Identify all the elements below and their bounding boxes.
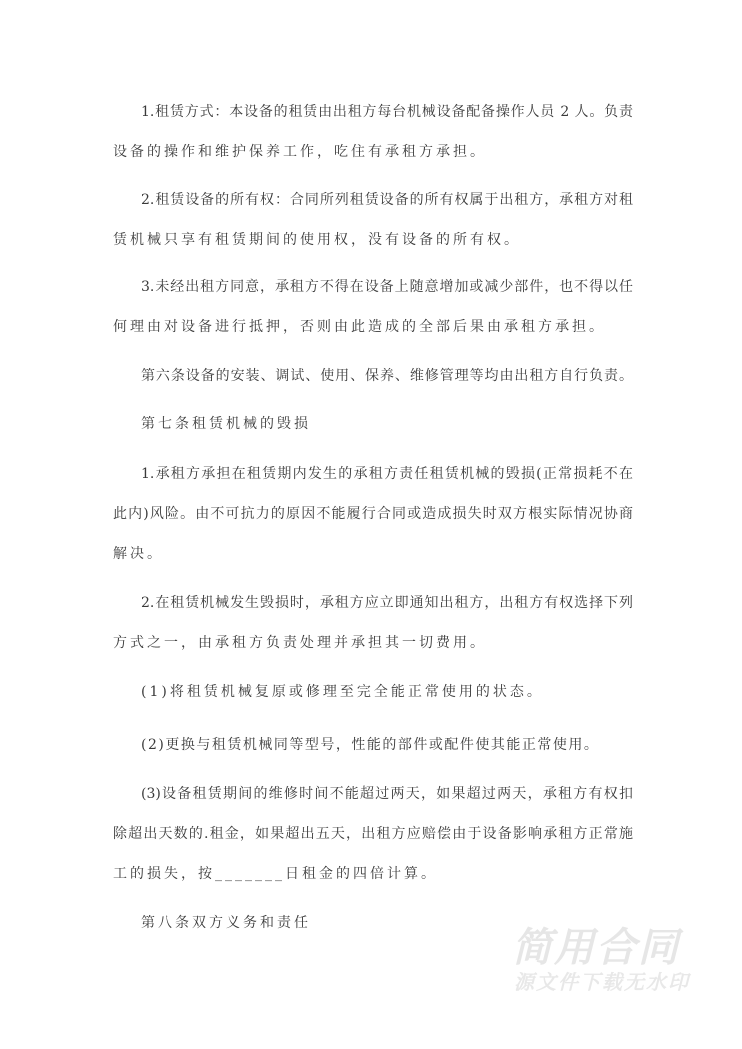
paragraph-line: (2)更换与租赁机械同等型号，性能的部件或配件使其能正常使用。: [141, 737, 600, 753]
paragraph-line: 1.承租方承担在租赁期内发生的承租方责任租赁机械的毁损(正常损耗不在: [141, 466, 633, 482]
paragraph-line: 此内)风险。由不可抗力的原因不能履行合同或造成损失时双方根实际情况协商: [113, 506, 633, 522]
paragraph-line: 1.租赁方式：本设备的租赁由出租方每台机械设备配备操作人员 2 人。负责: [141, 104, 633, 120]
paragraph-line: 除超出天数的.租金，如果超出五天，出租方应赔偿由于设备影响承租方正常施: [113, 826, 633, 842]
paragraph-line: 何理由对设备进行抵押，否则由此造成的全部后果由承租方承担。: [113, 319, 606, 335]
paragraph-line: (1)将租赁机械复原或修理至完全能正常使用的状态。: [141, 684, 544, 700]
paragraph-line: 2.在租赁机械发生毁损时，承租方应立即通知出租方，出租方有权选择下列: [141, 595, 633, 611]
paragraph-line: 设备的操作和维护保养工作，吃住有承租方承担。: [113, 144, 487, 160]
paragraph-line: 工的损失，按_______日租金的四倍计算。: [113, 866, 438, 882]
paragraph-line: 2.租赁设备的所有权：合同所列租赁设备的所有权属于出租方，承租方对租: [141, 192, 633, 208]
paragraph-line: 赁机械只享有租赁期间的使用权，没有设备的所有权。: [113, 232, 521, 248]
paragraph-line: 方式之一，由承租方负责处理并承担其一切费用。: [113, 635, 487, 651]
article-heading: 第八条双方义务和责任: [141, 915, 311, 931]
article-heading: 第六条设备的安装、调试、使用、保养、维修管理等均由出租方自行负责。: [141, 368, 633, 384]
article-heading: 第七条租赁机械的毁损: [141, 416, 311, 432]
watermark-tagline: 源文件下载无水印: [514, 970, 690, 994]
paragraph-line: (3)设备租赁期间的维修时间不能超过两天，如果超过两天，承租方有权扣: [141, 786, 633, 802]
watermark-logo: 简用合同: [512, 925, 680, 971]
paragraph-line: 3.未经出租方同意，承租方不得在设备上随意增加或减少部件，也不得以任: [141, 279, 633, 295]
paragraph-line: 解决。: [113, 546, 164, 562]
